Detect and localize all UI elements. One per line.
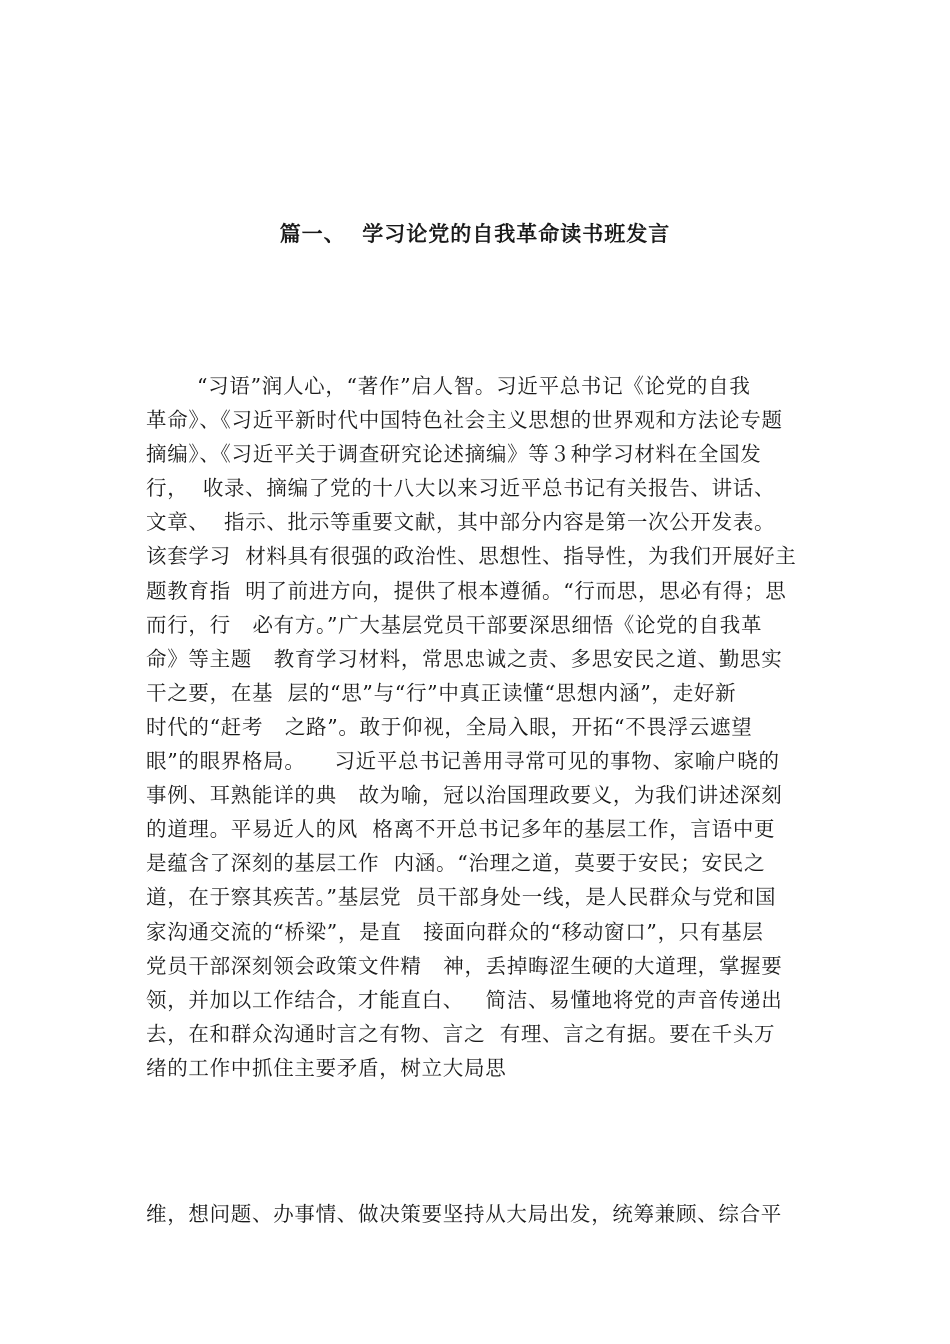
body-line: 干之要，在基 层的“思”与“行”中真正读懂“思想内涵”，走好新 [146, 680, 737, 705]
body-line: 该套学习 材料具有很强的政治性、思想性、指导性，为我们开展好主 [146, 544, 797, 569]
body-paragraph [146, 369, 826, 1085]
body-line: 是蕴含了深刻的基层工作 内涵。“治理之道，莫要于安民；安民之 [146, 851, 766, 876]
continuation-paragraph [146, 1197, 826, 1231]
body-line: 的道理。平易近人的风 格离不开总书记多年的基层工作，言语中更 [146, 817, 776, 842]
body-line: 行， 收录、摘编了党的十八大以来习近平总书记有关报告、讲话、 [146, 476, 776, 501]
body-line: 命》等主题 教育学习材料，常思忠诚之责、多思安民之道、勤思实 [146, 646, 783, 671]
body-line: 家沟通交流的“桥梁”，是直 接面向群众的“移动窗口”，只有基层 [146, 919, 764, 944]
body-line: 而行，行 必有方。”广大基层党员干部要深思细悟《论党的自我革 [146, 612, 763, 637]
body-line: 摘编》、《习近平关于调查研究论述摘编》等３种学习材料在全国发 [146, 442, 762, 467]
body-line: 时代的“赶考 之路”。敢于仰视，全局入眼，开拓“不畏浮云遮望 [146, 714, 753, 739]
body-line: 绪的工作中抓住主要矛盾，树立大局思 [146, 1055, 507, 1080]
body-line: 革命》、《习近平新时代中国特色社会主义思想的世界观和方法论专题 [146, 408, 783, 433]
body-line: 眼”的眼界格局。 习近平总书记善用寻常可见的事物、家喻户晓的 [146, 749, 780, 774]
body-line: 领，并加以工作结合，才能直白、 简洁、易懂地将党的声音传递出 [146, 987, 783, 1012]
body-line: 题教育指 明了前进方向，提供了根本遵循。“行而思，思必有得；思 [146, 578, 787, 603]
body-line: 道，在于察其疾苦。”基层党 员干部身处一线，是人民群众与党和国 [146, 885, 777, 910]
body-line: 事例、耳熟能详的典 故为喻，冠以治国理政要义，为我们讲述深刻 [146, 783, 783, 808]
body-line: “习语”润人心，“著作”启人智。习近平总书记《论党的自我 [197, 374, 751, 398]
body-line: 去，在和群众沟通时言之有物、言之 有理、言之有据。要在千头万 [146, 1021, 776, 1046]
body-line: 维，想问题、办事情、做决策要坚持从大局出发，统筹兼顾、综合平 [146, 1202, 782, 1226]
document-title: 篇一、 学习论党的自我革命读书班发言 [279, 222, 671, 246]
body-line: 党员干部深刻领会政策文件精 神，丢掉晦涩生硬的大道理，掌握要 [146, 953, 783, 978]
body-line: 文章、 指示、批示等重要文献，其中部分内容是第一次公开发表。 [146, 510, 776, 535]
